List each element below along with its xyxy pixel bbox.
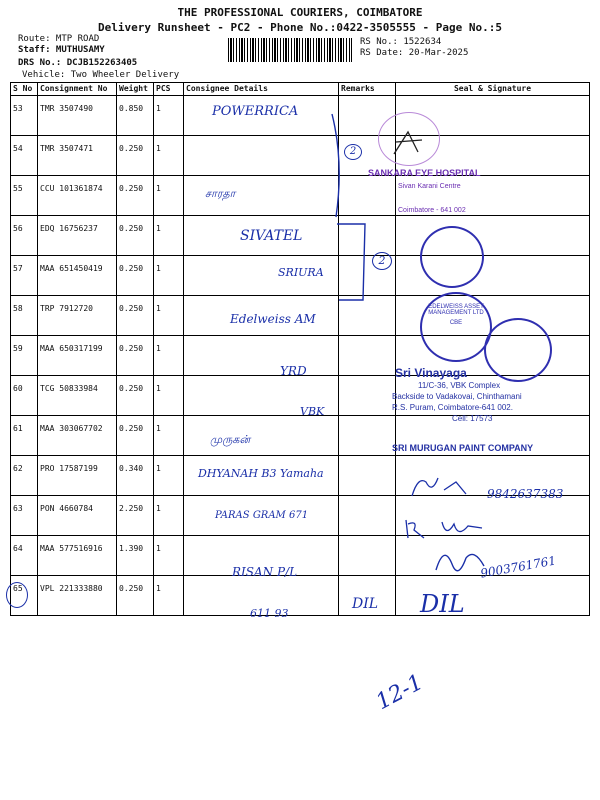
drs-number: DRS No.: DCJB152263405 bbox=[18, 58, 138, 68]
cell-sno: 60 bbox=[11, 376, 38, 416]
cell-weight: 0.250 bbox=[117, 176, 154, 216]
cell-sno: 65 bbox=[11, 576, 38, 616]
cell-consignment: EDQ 16756237 bbox=[38, 216, 117, 256]
cell-weight: 1.390 bbox=[117, 536, 154, 576]
cell-sno: 64 bbox=[11, 536, 38, 576]
cell-pcs: 1 bbox=[154, 296, 184, 336]
cell-weight: 0.250 bbox=[117, 376, 154, 416]
rs-date: RS Date: 20-Mar-2025 bbox=[360, 48, 469, 58]
cell-remarks bbox=[339, 416, 396, 456]
sankara-stamp-line2: Sivan Karani Centre bbox=[398, 183, 461, 190]
cell-weight: 0.250 bbox=[117, 216, 154, 256]
barcode bbox=[228, 38, 352, 62]
cell-weight: 0.250 bbox=[117, 336, 154, 376]
hw-consignee-57: SRIURA bbox=[278, 266, 324, 279]
cell-weight: 0.250 bbox=[117, 576, 154, 616]
hw-consignee-55: சாரதா bbox=[205, 187, 236, 200]
cell-weight: 0.250 bbox=[117, 296, 154, 336]
cell-weight: 0.250 bbox=[117, 136, 154, 176]
cell-consignment: MAA 577516916 bbox=[38, 536, 117, 576]
col-seal: Seal & Signature bbox=[396, 83, 590, 96]
cell-consignment: TCG 50833984 bbox=[38, 376, 117, 416]
runsheet-subtitle: Delivery Runsheet - PC2 - Phone No.:0422-3505555 - Page No.:5 bbox=[98, 21, 502, 34]
cell-weight: 0.250 bbox=[117, 256, 154, 296]
col-consignee: Consignee Details bbox=[184, 83, 339, 96]
hw-seal-65: DIL bbox=[420, 590, 465, 618]
cell-pcs: 1 bbox=[154, 176, 184, 216]
hw-consignee-63: PARAS GRAM 671 bbox=[215, 510, 309, 521]
cbe-stamp-text: CBE bbox=[449, 320, 463, 326]
sno-65-circle bbox=[6, 582, 28, 608]
table-row bbox=[11, 96, 590, 136]
cell-pcs: 1 bbox=[154, 216, 184, 256]
shiva-round-stamp bbox=[420, 226, 484, 288]
hw-bottom-date: 12-1 bbox=[372, 669, 428, 716]
vinayaga-stamp-line5: Cell: 17573 bbox=[452, 414, 493, 423]
sankara-stamp-title: SANKARA EYE HOSPITAL bbox=[368, 168, 481, 178]
signature-scribble-64 bbox=[430, 540, 490, 590]
vinayaga-stamp-title: Sri Vinayaga bbox=[395, 366, 467, 380]
route-label: Route: MTP ROAD bbox=[18, 34, 100, 44]
table-row bbox=[11, 176, 590, 216]
cell-consignee bbox=[184, 336, 339, 376]
cell-sno: 57 bbox=[11, 256, 38, 296]
cell-pcs: 1 bbox=[154, 576, 184, 616]
cell-consignee bbox=[184, 416, 339, 456]
cell-pcs: 1 bbox=[154, 536, 184, 576]
cccws-round-stamp bbox=[484, 318, 552, 382]
cell-consignment: MAA 651450419 bbox=[38, 256, 117, 296]
cell-pcs: 1 bbox=[154, 256, 184, 296]
table-row bbox=[11, 576, 590, 616]
cell-sno: 58 bbox=[11, 296, 38, 336]
hw-consignee-53: POWERRICA bbox=[212, 104, 299, 119]
cell-pcs: 1 bbox=[154, 496, 184, 536]
cell-weight: 0.340 bbox=[117, 456, 154, 496]
hw-consignee-65: 611 93 bbox=[250, 607, 289, 620]
remarks-bracket-bottom bbox=[335, 220, 375, 310]
cell-sno: 55 bbox=[11, 176, 38, 216]
cell-sno: 63 bbox=[11, 496, 38, 536]
hw-seal-64: 9003761761 bbox=[479, 553, 557, 581]
cell-consignment: PON 4660784 bbox=[38, 496, 117, 536]
cell-consignment: CCU 101361874 bbox=[38, 176, 117, 216]
col-pcs: PCS bbox=[154, 83, 184, 96]
cell-weight: 0.250 bbox=[117, 416, 154, 456]
table-header-row bbox=[11, 83, 590, 96]
hw-consignee-59: YRD bbox=[280, 364, 307, 378]
remarks-bracket-top bbox=[330, 112, 360, 222]
cell-remarks bbox=[339, 496, 396, 536]
vinayaga-stamp-line3: Backside to Vadakovai, Chinthamani bbox=[392, 392, 522, 401]
cell-sno: 61 bbox=[11, 416, 38, 456]
hw-consignee-60: VBK bbox=[300, 405, 325, 418]
edelweiss-round-stamp bbox=[420, 292, 492, 362]
cell-pcs: 1 bbox=[154, 96, 184, 136]
staff-label: Staff: MUTHUSAMY bbox=[18, 45, 105, 55]
cell-remarks bbox=[339, 456, 396, 496]
cell-consignment: MAA 303067702 bbox=[38, 416, 117, 456]
cell-consignment: TMR 3507490 bbox=[38, 96, 117, 136]
cell-weight: 2.250 bbox=[117, 496, 154, 536]
signature-scribble-53 bbox=[388, 124, 428, 160]
cell-sno: 62 bbox=[11, 456, 38, 496]
cell-remarks bbox=[339, 336, 396, 376]
hw-remarks-65: DIL bbox=[352, 596, 379, 612]
cell-sno: 59 bbox=[11, 336, 38, 376]
hw-seal-62: 9842637383 bbox=[487, 487, 564, 501]
vinayaga-stamp-line2: 11/C-36, VBK Complex bbox=[418, 381, 501, 390]
col-weight: Weight bbox=[117, 83, 154, 96]
cell-sno: 56 bbox=[11, 216, 38, 256]
annot-circle-2b: 2 bbox=[372, 252, 392, 270]
cell-consignment: TMR 3507471 bbox=[38, 136, 117, 176]
cell-sno: 54 bbox=[11, 136, 38, 176]
cell-weight: 0.850 bbox=[117, 96, 154, 136]
cell-sno: 53 bbox=[11, 96, 38, 136]
cell-remarks bbox=[339, 376, 396, 416]
cell-consignment: MAA 650317199 bbox=[38, 336, 117, 376]
hw-consignee-64: RISAN P/L bbox=[232, 565, 298, 579]
cell-pcs: 1 bbox=[154, 136, 184, 176]
col-remarks: Remarks bbox=[339, 83, 396, 96]
cell-pcs: 1 bbox=[154, 416, 184, 456]
table-row bbox=[11, 136, 590, 176]
edelweiss-stamp-text: EDELWEISS ASSET MANAGEMENT LTD bbox=[428, 304, 484, 316]
company-title: THE PROFESSIONAL COURIERS, COIMBATORE bbox=[177, 6, 423, 19]
cell-remarks bbox=[339, 536, 396, 576]
cell-consignee bbox=[184, 136, 339, 176]
vehicle-label: Vehicle: Two Wheeler Delivery bbox=[22, 70, 180, 80]
signature-scribble-62 bbox=[408, 472, 478, 502]
hw-consignee-61: முருகன் bbox=[210, 433, 251, 446]
col-consignment: Consignment No bbox=[38, 83, 117, 96]
cell-consignment: TRP 7912720 bbox=[38, 296, 117, 336]
cell-consignment: VPL 221333880 bbox=[38, 576, 117, 616]
hw-consignee-56: SIVATEL bbox=[240, 228, 303, 244]
vinayaga-stamp-line4: R.S. Puram, Coimbatore-641 002. bbox=[392, 403, 513, 412]
annot-circle-2a: 2 bbox=[344, 144, 362, 160]
cell-pcs: 1 bbox=[154, 376, 184, 416]
hw-consignee-58: Edelweiss AM bbox=[230, 312, 316, 326]
hw-consignee-62: DHYANAH B3 Yamaha bbox=[198, 467, 324, 480]
sankara-stamp-line3: Coimbatore - 641 002 bbox=[398, 207, 466, 214]
murugan-paint-stamp: SRI MURUGAN PAINT COMPANY bbox=[392, 443, 534, 453]
rs-number: RS No.: 1522634 bbox=[360, 37, 442, 47]
cell-pcs: 1 bbox=[154, 456, 184, 496]
col-sno: S No bbox=[11, 83, 38, 96]
cell-consignment: PRO 17587199 bbox=[38, 456, 117, 496]
cell-pcs: 1 bbox=[154, 336, 184, 376]
